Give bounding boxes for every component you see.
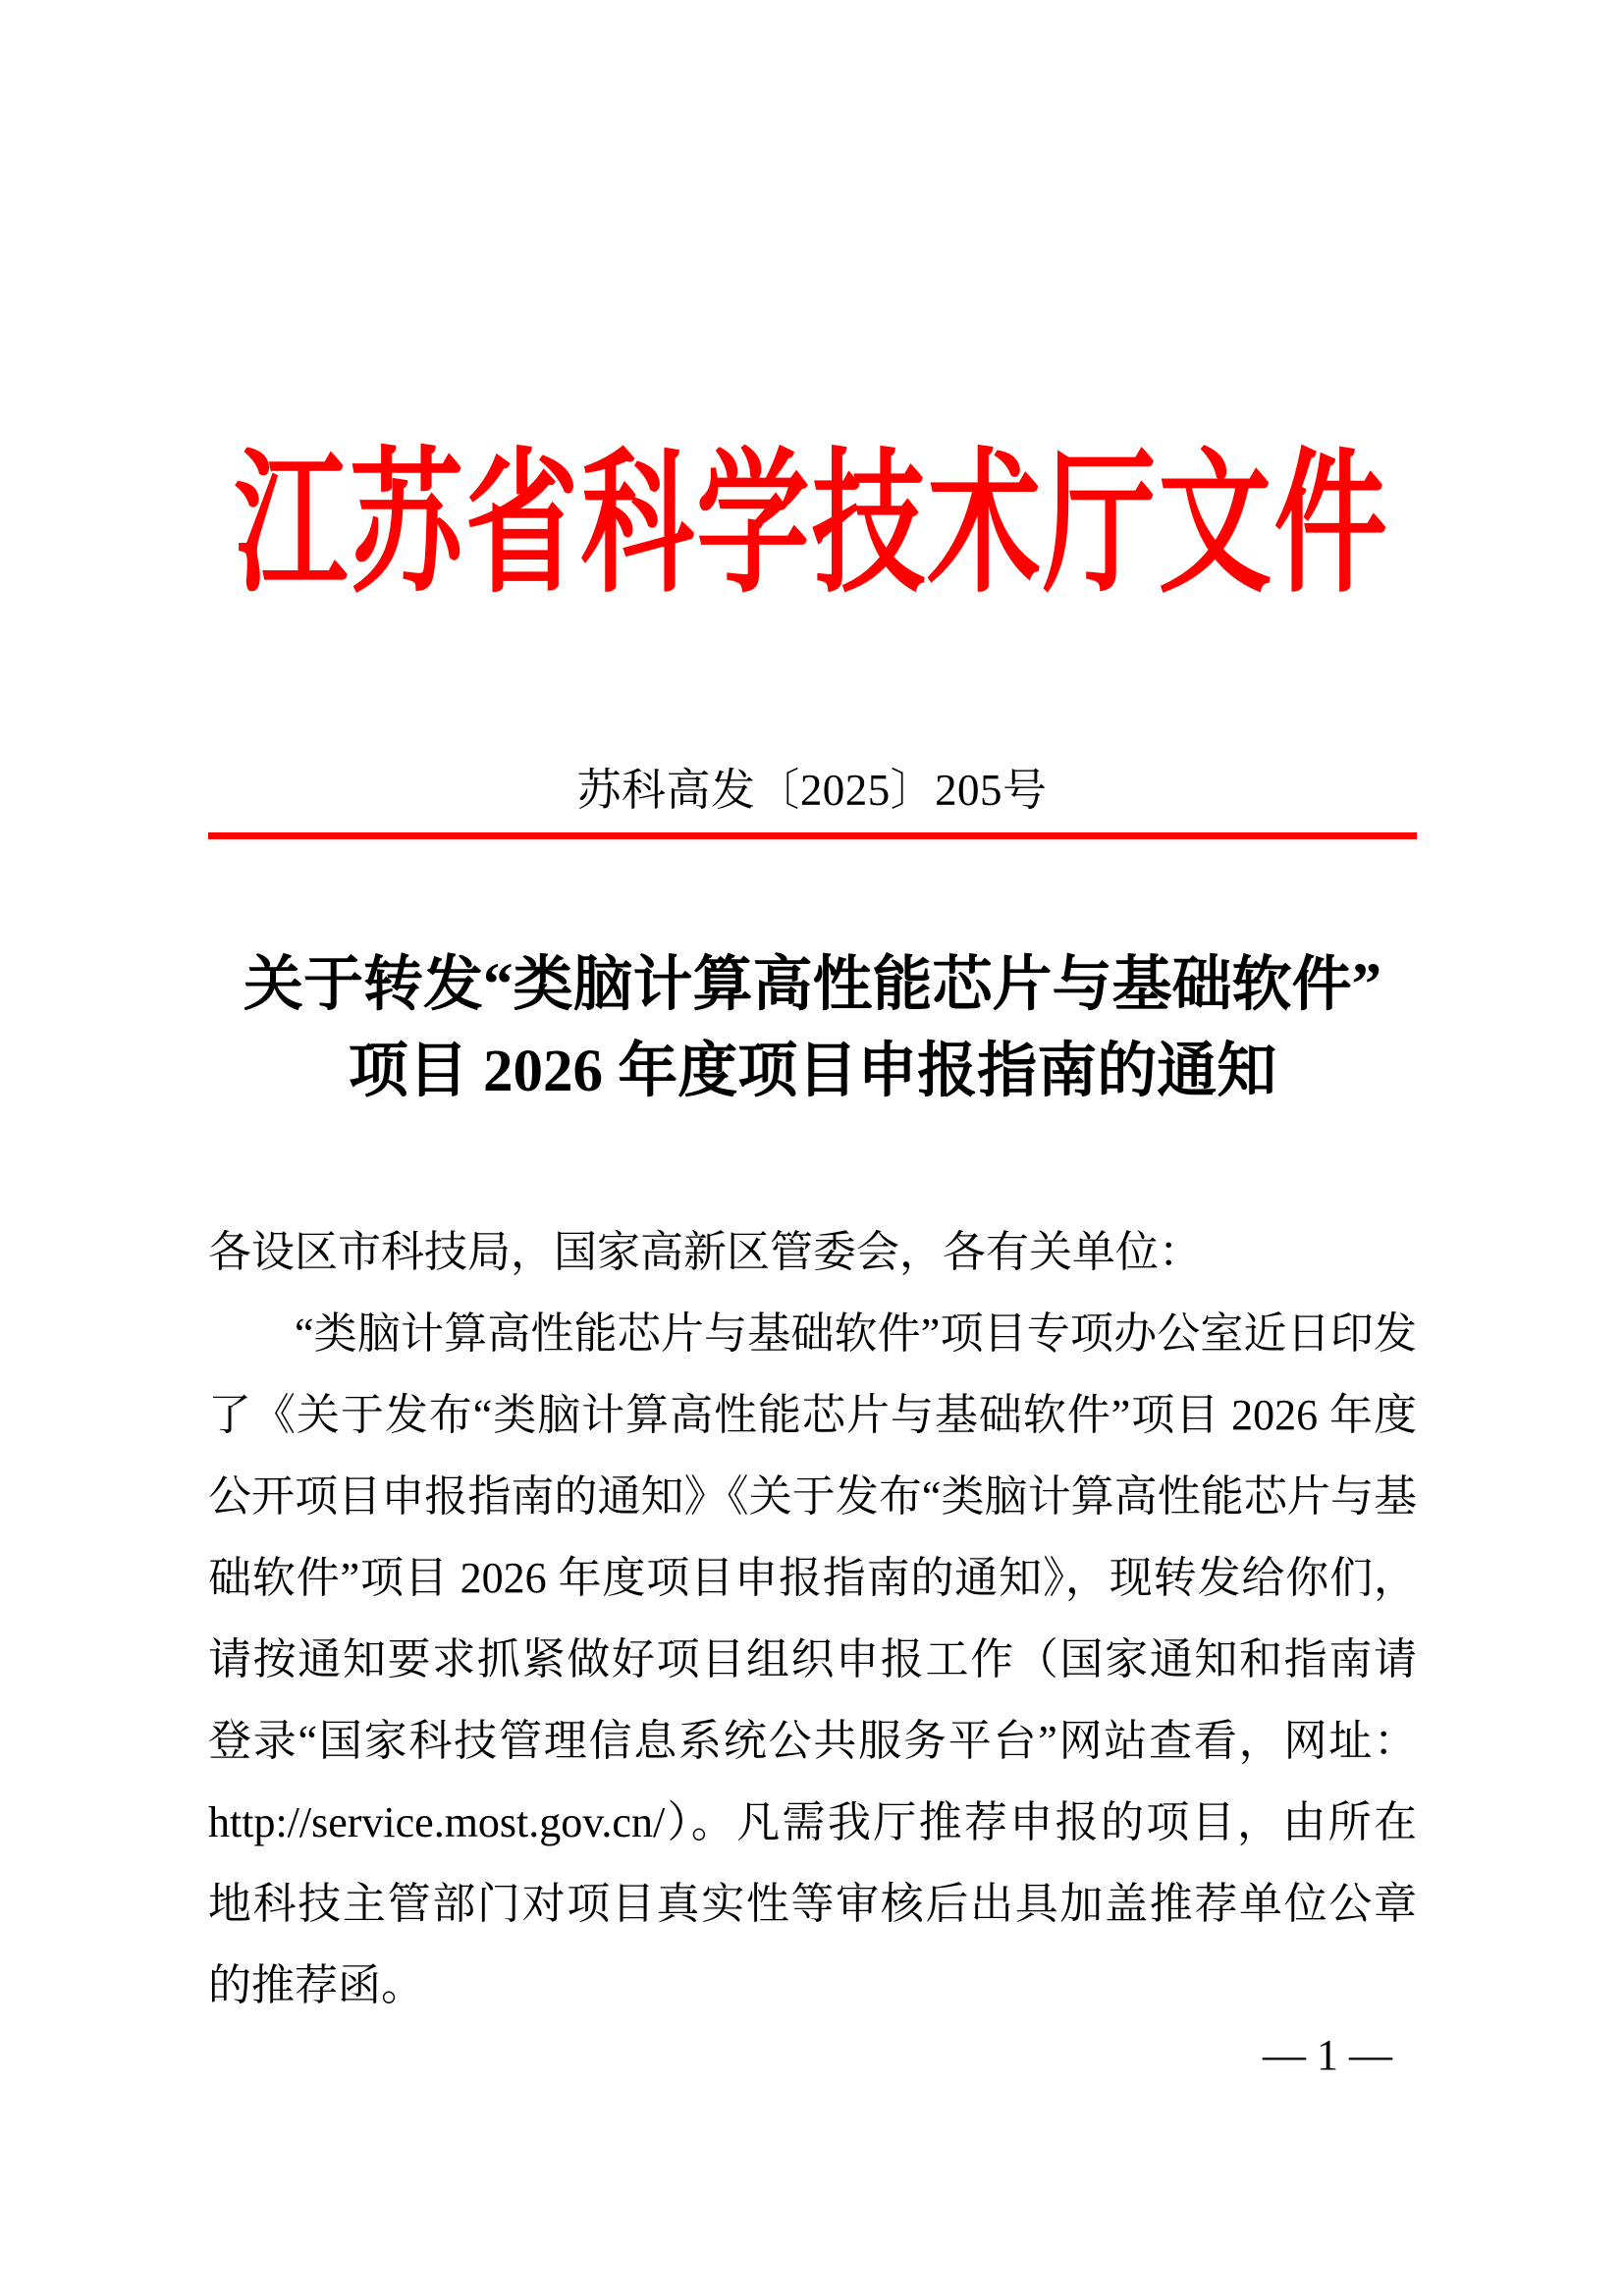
page-number: — 1 — <box>1263 2031 1392 2079</box>
document-title-line1: 关于转发“类脑计算高性能芯片与基础软件” <box>243 952 1381 1018</box>
agency-header-text: 江苏省科学技术厅文件 <box>234 440 1390 612</box>
document-number: 苏科高发〔2025〕205号 <box>576 766 1048 815</box>
body-paragraph: “类脑计算高性能芯片与基础软件”项目专项办公室近日印发了《关于发布“类脑计算高性能芯片与基础软件”项目 2026 年度公开项目申报指南的通知》《关于发布“类脑计算高性能芯片与基础软件”项目 2026 年度项目申报指南的通知》，现转发给你们，请按通知要求抓紧做好项目组织申报工作（国家通知和指南请登录“国家科技管理信息系统公共服务平台”网站查看，网址：http://service.most.gov.cn/）。凡需我厅推荐申报的项目，由所在地科技主管部门对项目真实性等审核后出具加盖推荐单位公章的推荐函。 <box>208 1309 1417 2009</box>
document-body <box>208 1211 1417 2026</box>
document-title-line2: 项目 2026 年度项目申报指南的通知 <box>348 1039 1277 1104</box>
salutation: 各设区市科技局，国家高新区管委会，各有关单位： <box>208 1228 1202 1276</box>
red-divider-line <box>208 832 1417 839</box>
document-title <box>208 942 1417 1115</box>
agency-header <box>0 440 1624 614</box>
